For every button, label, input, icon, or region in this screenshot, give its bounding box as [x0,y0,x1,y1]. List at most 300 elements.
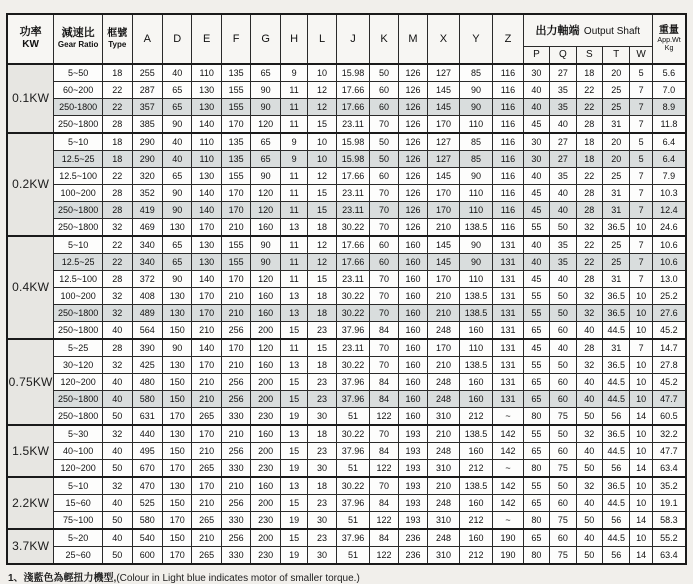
gear-ratio-cell: 5~30 [54,425,103,443]
weight-cell: 60.5 [652,407,686,425]
spec-cell: 10 [630,494,652,511]
spec-cell: 130 [162,477,191,495]
spec-cell: 56 [602,459,629,477]
spec-cell: 70 [370,115,398,133]
spec-cell: 30 [308,407,336,425]
spec-cell: 11 [280,253,307,270]
spec-cell: 631 [132,407,162,425]
gear-ratio-cell: 12.5~100 [54,167,103,184]
spec-cell: 90 [459,81,493,98]
spec-cell: 90 [162,339,191,357]
spec-cell: 408 [132,287,162,304]
spec-cell: 31 [602,270,629,287]
spec-cell: 18 [308,218,336,236]
weight-cell: 27.8 [652,356,686,373]
spec-cell: 65 [251,150,280,167]
spec-cell: 13 [280,304,307,321]
spec-cell: 28 [576,270,602,287]
spec-cell: 170 [192,425,221,443]
spec-cell: 23 [308,373,336,390]
spec-cell: 84 [370,321,398,339]
spec-cell: 15.98 [336,150,370,167]
spec-cell: 116 [493,115,523,133]
spec-cell: 30.22 [336,304,370,321]
spec-cell: 170 [221,115,250,133]
spec-cell: 160 [398,321,427,339]
spec-cell: 170 [221,339,250,357]
spec-cell: 51 [336,459,370,477]
spec-cell: 290 [132,133,162,151]
table-row [7,390,686,407]
spec-cell: 210 [192,373,221,390]
spec-cell: 310 [428,511,460,529]
spec-cell: 170 [428,184,460,201]
power-group-cell: 3.7KW [7,529,54,564]
spec-cell: 90 [162,184,191,201]
spec-cell: 51 [336,407,370,425]
spec-cell: 18 [576,64,602,82]
spec-cell: 130 [162,356,191,373]
spec-cell: 12 [308,81,336,98]
spec-cell: 7 [630,201,652,218]
header-row-top [7,14,686,46]
spec-cell: 7 [630,184,652,201]
footnote-zh: 1、淺藍色為輕扭力機型, [8,572,117,584]
spec-cell: 40 [523,81,549,98]
spec-cell: 45 [523,115,549,133]
gear-ratio-cell: 100~200 [54,184,103,201]
spec-cell: 65 [162,81,191,98]
spec-cell: 70 [370,218,398,236]
spec-cell: 55 [523,356,549,373]
spec-cell: 10 [308,133,336,151]
weight-cell: 7.9 [652,167,686,184]
spec-cell: 155 [221,253,250,270]
spec-cell: 110 [192,150,221,167]
gear-ratio-cell: 25~60 [54,546,103,564]
spec-cell: 330 [221,459,250,477]
spec-cell: 17.66 [336,98,370,115]
spec-cell: 15 [280,390,307,407]
spec-cell: 80 [523,546,549,564]
col-header-Q: Q [550,46,576,64]
gear-ratio-cell: 75~100 [54,511,103,529]
spec-cell: 130 [192,236,221,254]
spec-cell: 50 [550,304,576,321]
spec-cell: 10 [630,442,652,459]
spec-cell: 131 [493,236,523,254]
weight-cell: 45.2 [652,321,686,339]
spec-cell: 390 [132,339,162,357]
spec-cell: 160 [398,253,427,270]
gear-ratio-cell: 250~1800 [54,390,103,407]
spec-cell: 116 [493,167,523,184]
spec-cell: 230 [251,546,280,564]
spec-cell: 256 [221,529,250,547]
table-row [7,529,686,547]
spec-cell: 7 [630,167,652,184]
spec-cell: 7 [630,339,652,357]
gear-ratio-cell: 5~10 [54,133,103,151]
spec-cell: 70 [370,184,398,201]
spec-cell: 50 [576,407,602,425]
spec-cell: 340 [132,253,162,270]
frame-type-cell: 50 [103,511,132,529]
spec-cell: 126 [398,81,427,98]
table-row [7,546,686,564]
col-header-M: M [398,14,427,64]
spec-cell: 212 [459,511,493,529]
spec-cell: 65 [523,373,549,390]
spec-cell: 120 [251,339,280,357]
spec-cell: 60 [370,81,398,98]
spec-cell: 17.66 [336,236,370,254]
table-row [7,270,686,287]
spec-cell: 70 [370,477,398,495]
spec-cell: 135 [221,64,250,82]
spec-cell: 130 [162,287,191,304]
table-row [7,407,686,425]
spec-cell: 120 [251,115,280,133]
spec-cell: 40 [576,321,602,339]
spec-cell: 35 [550,253,576,270]
frame-type-cell: 28 [103,184,132,201]
spec-cell: 23.11 [336,270,370,287]
spec-cell: 11 [280,339,307,357]
spec-cell: 130 [162,304,191,321]
spec-cell: 23 [308,442,336,459]
weight-cell: 45.2 [652,373,686,390]
spec-cell: 30 [308,511,336,529]
spec-cell: 85 [459,133,493,151]
spec-cell: 23.11 [336,184,370,201]
spec-cell: 140 [192,184,221,201]
weight-cell: 63.4 [652,459,686,477]
footnote-en: (Colour in Light blue indicates motor of smaller torque.) [116,572,360,584]
spec-cell: 110 [192,64,221,82]
spec-cell: 248 [428,494,460,511]
gear-ratio-cell: 250-1800 [54,98,103,115]
spec-cell: 23.11 [336,201,370,218]
col-header-Z: Z [493,14,523,64]
spec-cell: 11 [280,201,307,218]
spec-cell: 50 [370,64,398,82]
spec-cell: 248 [428,529,460,547]
frame-type-cell: 22 [103,236,132,254]
spec-cell: 160 [459,442,493,459]
spec-cell: 122 [370,546,398,564]
spec-cell: 90 [251,81,280,98]
gear-ratio-cell: 120~200 [54,459,103,477]
spec-cell: 7 [630,270,652,287]
frame-type-cell: 18 [103,150,132,167]
spec-cell: 27 [550,64,576,82]
spec-cell: 84 [370,529,398,547]
spec-cell: 9 [280,150,307,167]
spec-cell: 212 [459,459,493,477]
spec-cell: 65 [523,529,549,547]
spec-cell: 28 [576,339,602,357]
spec-cell: 32 [576,356,602,373]
spec-cell: 23.11 [336,115,370,133]
spec-cell: 12 [308,98,336,115]
spec-cell: 130 [192,98,221,115]
spec-cell: 170 [428,270,460,287]
spec-cell: 126 [398,218,427,236]
spec-cell: 25 [602,253,629,270]
spec-cell: 126 [398,115,427,133]
spec-cell: 210 [192,390,221,407]
spec-cell: 35 [550,81,576,98]
spec-cell: 131 [493,356,523,373]
col-header-Y: Y [459,14,493,64]
weight-cell: 11.8 [652,115,686,133]
spec-cell: 160 [398,339,427,357]
spec-cell: 126 [398,98,427,115]
spec-cell: 36.5 [602,304,629,321]
col-header-A: A [132,14,162,64]
spec-cell: 13 [280,425,307,443]
spec-cell: 130 [192,167,221,184]
spec-cell: 40 [523,98,549,115]
spec-cell: 122 [370,459,398,477]
spec-cell: 15.98 [336,64,370,82]
power-group-cell: 0.1KW [7,64,54,133]
spec-cell: 14 [630,407,652,425]
spec-cell: 287 [132,81,162,98]
spec-cell: 50 [576,546,602,564]
spec-cell: 19 [280,459,307,477]
spec-cell: 310 [428,546,460,564]
spec-cell: 131 [493,339,523,357]
spec-cell: 12 [308,253,336,270]
weight-cell: 25.2 [652,287,686,304]
spec-cell: 15 [308,184,336,201]
spec-cell: 122 [370,407,398,425]
spec-cell: 265 [192,546,221,564]
spec-cell: 193 [398,425,427,443]
spec-cell: 130 [162,425,191,443]
spec-cell: 170 [162,546,191,564]
spec-cell: 7 [630,236,652,254]
spec-cell: 70 [370,304,398,321]
spec-cell: 90 [251,98,280,115]
spec-cell: 155 [221,236,250,254]
spec-cell: 116 [493,64,523,82]
spec-cell: 130 [192,81,221,98]
spec-cell: 193 [398,494,427,511]
spec-cell: 37.96 [336,321,370,339]
spec-cell: 18 [308,304,336,321]
col-header-F: F [221,14,250,64]
spec-cell: 230 [251,511,280,529]
table-row [7,150,686,167]
spec-cell: 44.5 [602,321,629,339]
gear-ratio-cell: 12.5~25 [54,150,103,167]
weight-cell: 27.6 [652,304,686,321]
spec-cell: 170 [162,459,191,477]
spec-cell: 15 [308,115,336,133]
spec-cell: 30.22 [336,425,370,443]
spec-cell: 20 [602,133,629,151]
table-row [7,356,686,373]
weight-cell: 63.4 [652,546,686,564]
spec-cell: 55 [523,218,549,236]
spec-cell: 80 [523,511,549,529]
spec-cell: 130 [162,218,191,236]
spec-cell: 10 [630,373,652,390]
spec-cell: 22 [576,98,602,115]
table-row [7,98,686,115]
spec-cell: 25 [602,236,629,254]
spec-cell: 469 [132,218,162,236]
frame-type-cell: 32 [103,356,132,373]
spec-cell: 190 [493,529,523,547]
spec-cell: 75 [550,511,576,529]
spec-cell: 15 [308,270,336,287]
spec-cell: 70 [370,270,398,287]
spec-cell: 75 [550,459,576,477]
spec-cell: 160 [251,287,280,304]
spec-cell: 170 [162,407,191,425]
spec-cell: 126 [398,201,427,218]
spec-table [6,13,687,565]
spec-cell: 60 [370,253,398,270]
table-row [7,64,686,82]
output-shaft-label-en: Output Shaft [583,26,641,38]
spec-cell: 44.5 [602,442,629,459]
spec-cell: 230 [251,407,280,425]
ratio-label-zh: 減速比 [61,27,95,40]
spec-cell: 13 [280,287,307,304]
spec-cell: 17.66 [336,253,370,270]
spec-cell: 11 [280,98,307,115]
spec-cell: 236 [398,546,427,564]
spec-cell: 140 [192,270,221,287]
gear-ratio-cell: 5~10 [54,236,103,254]
spec-cell: 31 [602,115,629,133]
spec-cell: 10 [630,529,652,547]
spec-cell: 56 [602,407,629,425]
spec-cell: 160 [459,321,493,339]
power-group-cell: 2.2KW [7,477,54,529]
spec-cell: 15 [280,529,307,547]
spec-cell: 31 [602,201,629,218]
table-row [7,494,686,511]
weight-cell: 47.7 [652,442,686,459]
spec-cell: 65 [251,133,280,151]
spec-cell: 15 [280,321,307,339]
spec-cell: 14 [630,511,652,529]
gear-ratio-cell: 250~1800 [54,407,103,425]
spec-cell: 127 [428,133,460,151]
spec-cell: 50 [550,425,576,443]
spec-cell: 40 [523,167,549,184]
table-row [7,459,686,477]
spec-cell: 65 [523,390,549,407]
spec-cell: 150 [162,494,191,511]
spec-cell: 170 [221,184,250,201]
spec-cell: 40 [523,236,549,254]
spec-cell: 84 [370,373,398,390]
spec-cell: 40 [162,133,191,151]
spec-cell: 170 [428,339,460,357]
spec-cell: 160 [398,373,427,390]
col-header-K: K [370,14,398,64]
spec-cell: 37.96 [336,494,370,511]
frame-type-cell: 32 [103,304,132,321]
col-header-H: H [280,14,307,64]
weight-cell: 7.0 [652,81,686,98]
spec-cell: 145 [428,236,460,254]
table-row [7,321,686,339]
spec-cell: 90 [251,167,280,184]
spec-cell: 32 [576,425,602,443]
spec-cell: 160 [251,425,280,443]
spec-table-body [7,64,686,564]
spec-cell: 150 [162,442,191,459]
spec-cell: 31 [602,339,629,357]
spec-cell: 36.5 [602,356,629,373]
spec-cell: 127 [428,64,460,82]
spec-cell: 84 [370,442,398,459]
spec-cell: 13 [280,218,307,236]
spec-cell: 60 [550,390,576,407]
spec-cell: 50 [550,218,576,236]
spec-cell: 30 [308,459,336,477]
weight-label-zh: 重量 [658,24,679,36]
spec-cell: 135 [221,133,250,151]
weight-cell: 13.0 [652,270,686,287]
spec-cell: 131 [493,390,523,407]
spec-cell: 210 [221,425,250,443]
spec-cell: 40 [576,390,602,407]
spec-cell: 110 [459,270,493,287]
spec-cell: 65 [523,494,549,511]
spec-cell: 127 [428,150,460,167]
spec-cell: 65 [523,321,549,339]
spec-cell: 14 [630,459,652,477]
spec-cell: 50 [576,459,602,477]
table-row [7,339,686,357]
spec-cell: 60 [550,321,576,339]
frame-type-cell: 22 [103,81,132,98]
spec-cell: 525 [132,494,162,511]
spec-cell: 210 [221,477,250,495]
spec-cell: 7 [630,253,652,270]
spec-cell: 142 [493,442,523,459]
spec-cell: 160 [251,304,280,321]
spec-cell: 7 [630,81,652,98]
col-header-power [7,14,54,64]
spec-cell: 10 [630,218,652,236]
spec-cell: 35 [550,236,576,254]
spec-cell: 11 [280,167,307,184]
spec-cell: 160 [398,390,427,407]
gear-ratio-cell: 5~10 [54,477,103,495]
spec-cell: 18 [308,287,336,304]
col-header-E: E [192,14,221,64]
spec-cell: 55 [523,287,549,304]
spec-cell: 10 [630,477,652,495]
spec-cell: 210 [192,321,221,339]
spec-cell: 60 [370,236,398,254]
spec-cell: 45 [523,339,549,357]
weight-cell: 6.4 [652,133,686,151]
spec-cell: 580 [132,390,162,407]
spec-cell: 18 [308,356,336,373]
spec-cell: 60 [370,98,398,115]
